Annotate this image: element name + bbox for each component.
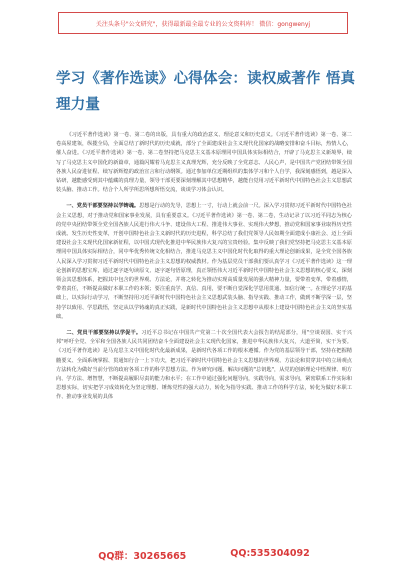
article-title: 学习《著作选读》心得体会：读权威著作 悟真理力量 [56,71,356,113]
section-1-paragraph [56,202,352,322]
section-2-heading: 二、党员干部要坚持以学促干。 [66,330,142,337]
footer-contacts [0,548,408,566]
promo-banner [58,12,348,34]
section-2-paragraph [56,329,352,403]
section-1-text: 思想是行动的先导，思想上一寸，行动上就会前一尺。深入学习贯彻习近平新时代中国特色社会主义思想，对于推动党和国家事业发展，具有重要意义。《习近平著作选读》第一卷、第二卷，生动记录了以习近平同志为核心的党中央团结带领全党全国各族人民进行伟大斗争、建设伟大工程、推进伟大事业、实现伟大梦想，推动党和国家事业取得历史性成就、发生历史性变革，开创中国特色社会主义新时代的历史进程，科学总结了我们党领导人民如期全面建成小康社会、迈上全面建设社会主义现代化国家新征程，以中国式现代化推进中华民族伟大复兴的宝贵经验。集中反映了我们党坚持把马克思主义基本原理同中国具体实际相结合，同中华优秀传统文化相结合，推进马克思主义中国化时代化取得的重大理论创新成果，是全党全国各族人民深入学习贯彻习近平新时代中国特色社会主义思想的权威教材。作为基层党员干部我们要认真学习《习近平著作选读》这一理论创新的思想宝库，通过逐字逐句读原文、逐字逐句悟原理，真正领悟伟大习近平新时代中国特色社会主义思想的核心要义，深刻领会其思想体系，把握其中包含的世界观、方法论，并将之转化为推动实现高质量发展的强大精神力量，要带着变革，带着感情，带着责任，不断提高做好本职工作的本领；要注重真学、真信、真用，要不断自觉深化学思用贯通、知信行统一。在理论学习的基础上，以实际行动学习，不断坚持用习近平新时代中国特色社会主义思想武装头脑、指导实践、推动工作，做到不断学深一层，坚持学以致用、学思践悟，坚定从以学铸魂的真正实践，是新时代中国特色社会主义思想中从根本上建设中国特色社会主义的坚实基础。 [56,203,352,320]
footer-qq: QQ:535304092 [230,548,310,559]
section-2-text: 习近平总书记在中国共产党第二十次全国代表大会报告的结尾部分，用"空谈误国、实干兴邦"呼吁全党、全军和全国各族人民共同团结奋斗全面建设社会主义现代化国家，推进中华民族伟大复兴，大道至简，实干为要。《习近平著作选读》是马克思主义中国化时代化最新成果，是新时代各项工作的根本遵循。作为党的基层领导干部，坚持在把握精髓要义、全面系统掌握、贯通知行合一上下功夫，把习近平新时代中国特色社会主义思想的世界观、方法论和贯穿其中的立场观点方法转化为做好当前分管的政府各项工作的科学思想方法。作为研究问题、解决问题的"总钥匙"，从党的创新理论中悟规律、明方向、学方法、增智慧，不断提高履职尽责的能力和水平；在工作中通过强化问题导向，实践导向，需求导向，紧密联系工作实际和思想实际，切实把学习成效转化为坚定理想、锤炼党性的强大动力，转化为指导实践、推动工作的科学方法，转化为做好本职工作、推动事业发展的具体 [56,330,352,401]
intro-paragraph: 《习近平著作选读》第一卷、第二卷的出版，具有重大的政治意义、理论意义和历史意义。《习近平著作选读》第一卷、第二卷高屋建瓴，纵揽全局，全面总结了新时代的历史成就，部分了全面建成社会主义现代化国家的战略安排和奋斗目标，热情人心，催人奋进。《习近平著作选读》第一卷、第二卷坚持把马克思主义基本原理同中国具体实际相结合，开辟了马克思主义新境界，续写了马克思主义中国化的新篇章，通篇闪耀着马克思主义真理光辉，充分反映了全党意志、人民心声，是中国共产党团结带领全国各族人民奋进征程、续写新辉煌的政治宣言和行动纲领。通过参加单位近期组织的集体学习和个人自学，我深刻感悟到，越是深入钻研，越能感受到其中蕴藏的真理力量，领导干部更要深刻理解其中思想精华，越能自觉用习近平新时代中国特色社会主义思想武装头脑、推动工作。结合个人所学所思所想所悟交流，谈谈学习体会认识。 [56,132,352,194]
promo-banner-text: 关注头条号"公文研究"，获得最新最全最专业的公文资料库！ 微信：gongwenyj [95,20,311,28]
article-body [56,131,352,543]
footer-qq-group: QQ群：30265665 [98,551,187,562]
section-1-heading: 一、党员干部要坚持以学铸魂。 [66,203,140,210]
